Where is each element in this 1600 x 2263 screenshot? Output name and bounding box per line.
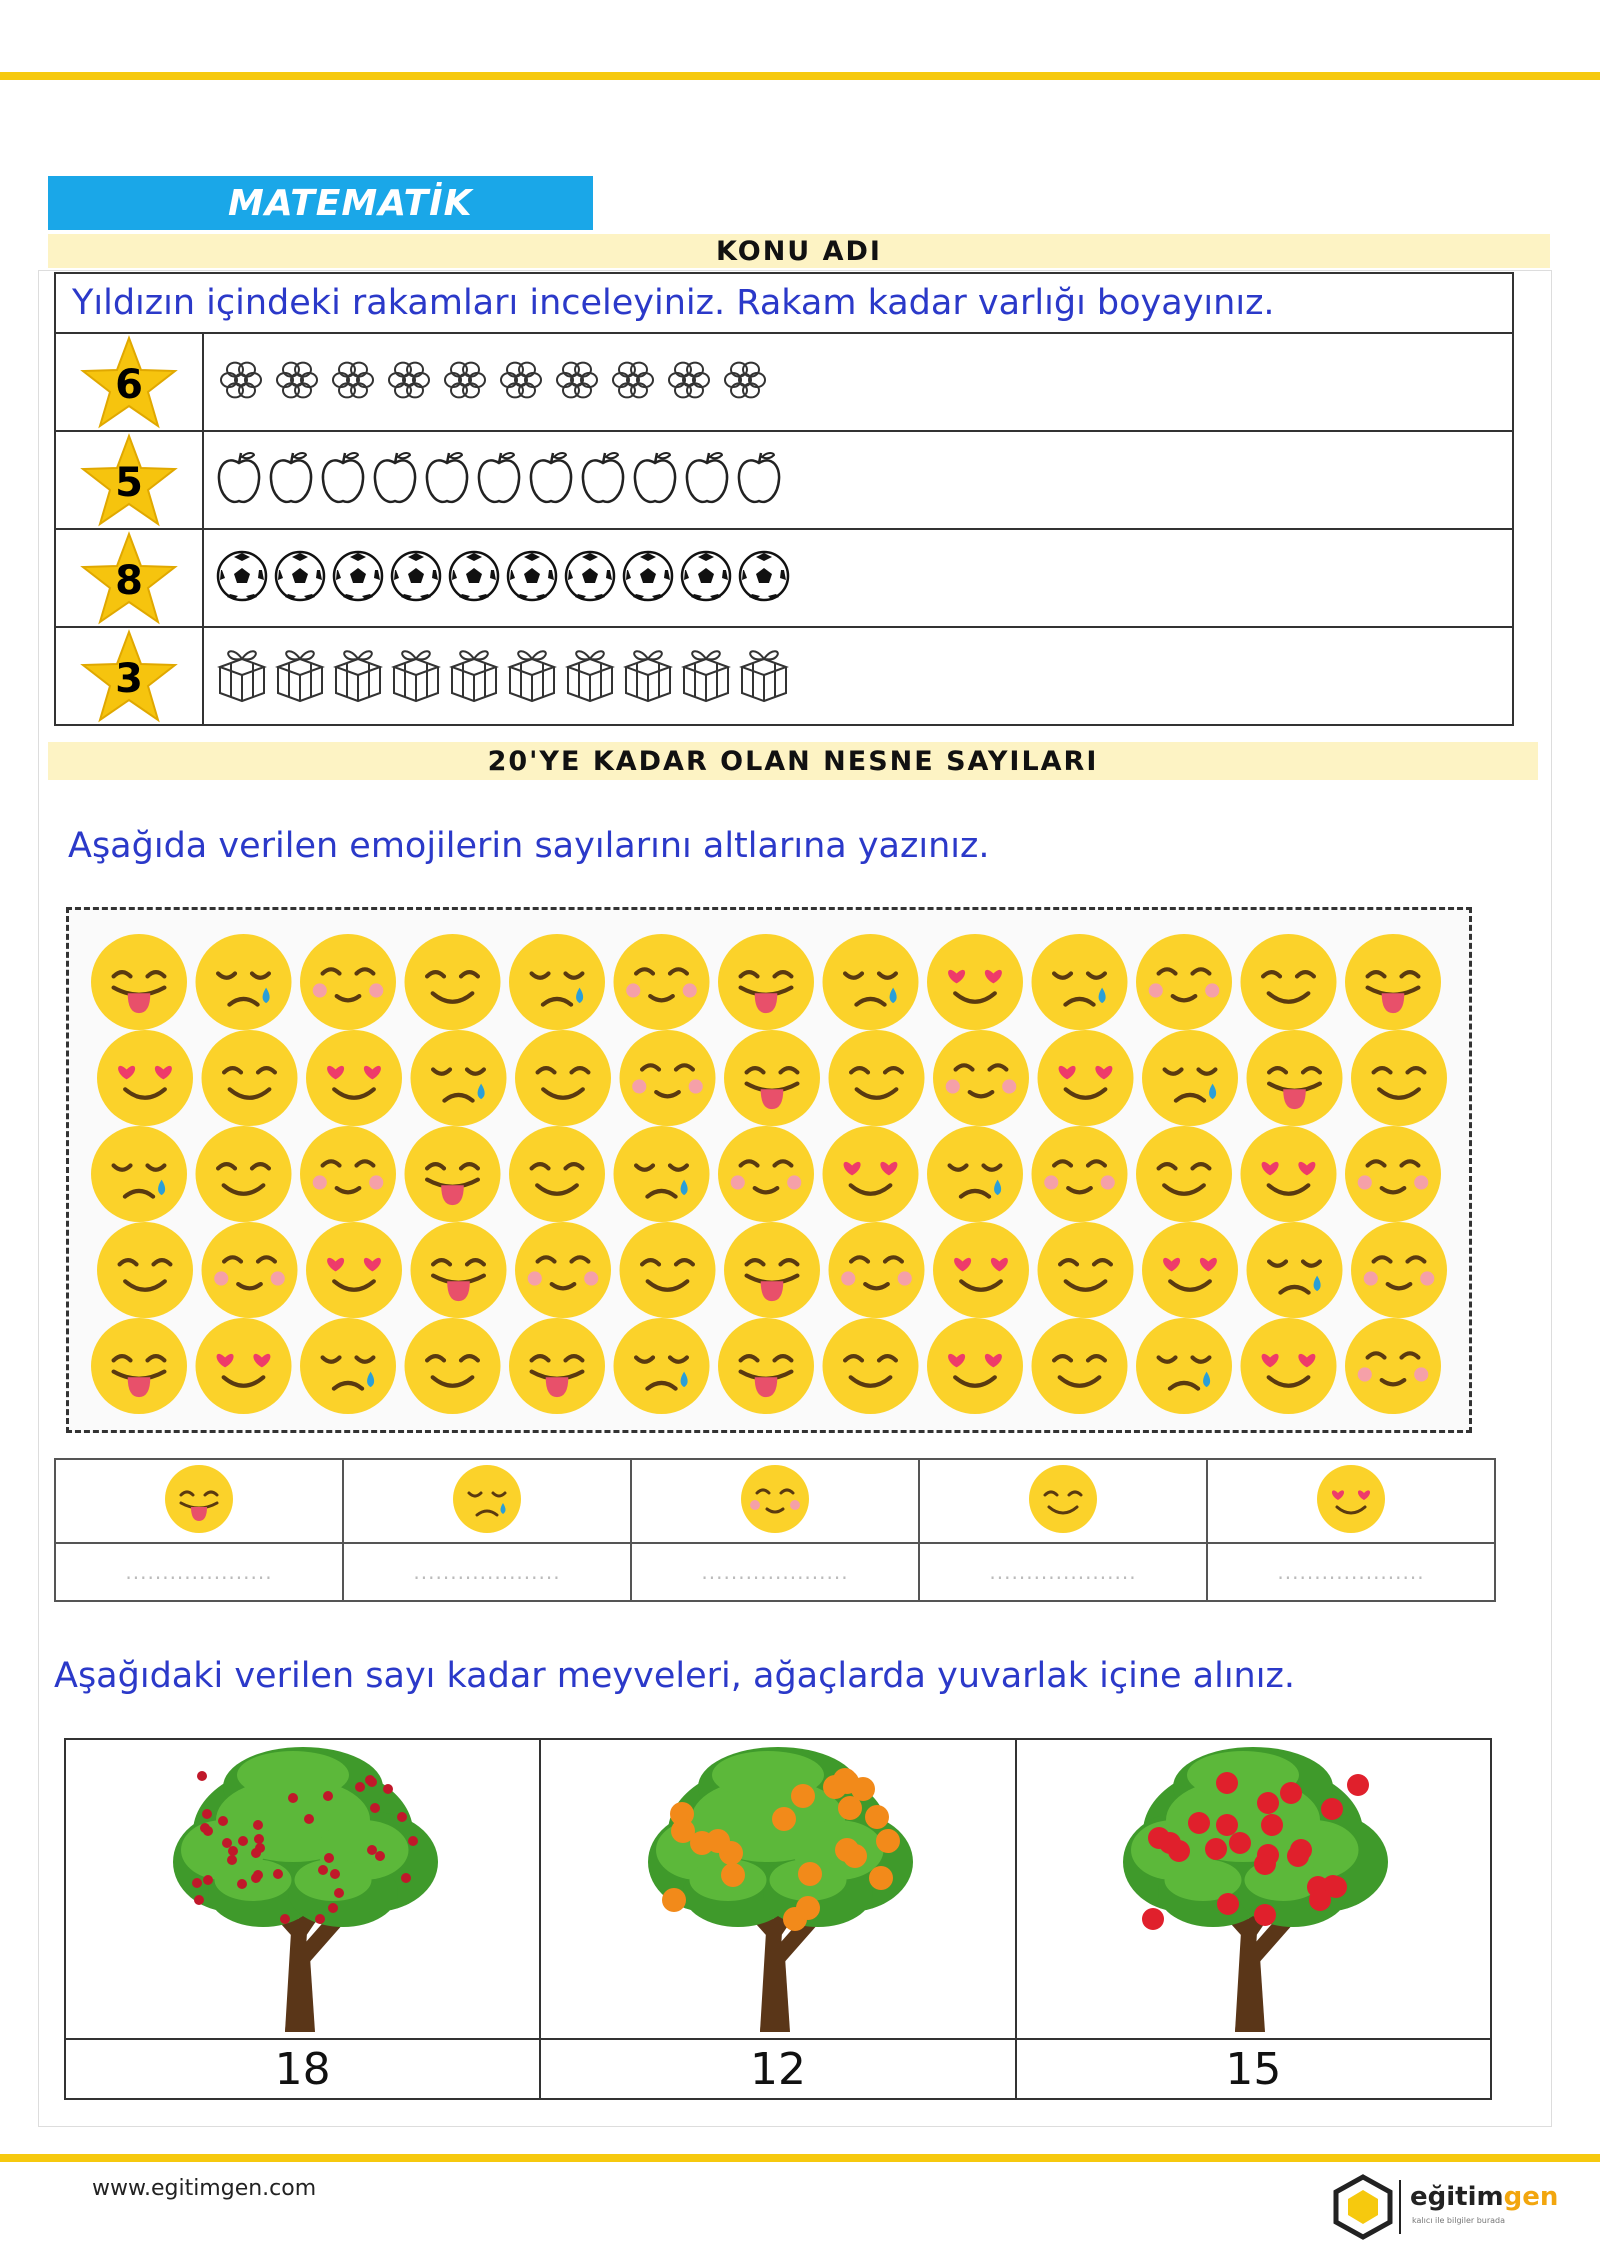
emoji-smile-icon[interactable] [620,1222,716,1318]
star-number: 5 [115,460,143,506]
emoji-tongue-icon[interactable] [91,1318,187,1414]
flower-icon[interactable] [440,355,490,409]
star-row [55,627,1513,725]
emoji-blush-icon[interactable] [1032,1126,1128,1222]
section-band-2: 20'YE KADAR OLAN NESNE SAYILARI [48,742,1538,780]
emoji-blush-icon[interactable] [933,1030,1029,1126]
emoji-blush-icon[interactable] [829,1222,925,1318]
emoji-tongue-icon[interactable] [405,1126,501,1222]
emoji-blush-icon[interactable] [300,934,396,1030]
legend-emoji-love-icon [1311,1464,1391,1534]
emoji-cry-icon[interactable] [927,1126,1023,1222]
soccer-ball-icon[interactable] [448,550,500,606]
emoji-love-icon[interactable] [927,1318,1023,1414]
soccer-ball-icon[interactable] [332,550,384,606]
emoji-love-icon[interactable] [97,1030,193,1126]
emoji-blush-icon[interactable] [718,1126,814,1222]
star-icon [77,432,181,528]
emoji-cry-icon[interactable] [614,1318,710,1414]
soccer-ball-icon[interactable] [680,550,732,606]
emoji-cry-icon[interactable] [614,1126,710,1222]
emoji-blush-icon[interactable] [1345,1318,1441,1414]
instruction-1: Yıldızın içindeki rakamları inceleyiniz. Rakam kadar varlığı boyayınız. [72,283,1275,323]
emoji-smile-icon[interactable] [196,1126,292,1222]
apple-icon[interactable] [424,449,470,511]
emoji-smile-icon[interactable] [97,1222,193,1318]
count-answer-blank[interactable]: .................... [631,1543,919,1601]
topic-band: KONU ADI [48,234,1550,268]
gift-box-icon[interactable] [622,645,674,707]
emoji-smile-icon[interactable] [1032,1318,1128,1414]
legend-emoji-tongue-icon [159,1464,239,1534]
emoji-cry-icon[interactable] [509,934,605,1030]
gift-box-icon[interactable] [506,645,558,707]
star-count-table [54,272,1514,726]
gift-box-icon[interactable] [274,645,326,707]
star-row [55,431,1513,529]
emoji-love-icon[interactable] [1241,1126,1337,1222]
emoji-tongue-icon[interactable] [1345,934,1441,1030]
emoji-tongue-icon[interactable] [91,934,187,1030]
orange-tree-image[interactable] [541,1742,1014,2036]
star-number: 8 [115,558,143,604]
emoji-smile-icon[interactable] [823,1318,919,1414]
emoji-love-icon[interactable] [1038,1030,1134,1126]
soccer-ball-icon[interactable] [506,550,558,606]
emoji-cry-icon[interactable] [1142,1030,1238,1126]
count-answer-blank[interactable]: .................... [1207,1543,1495,1601]
soccer-ball-icon[interactable] [216,550,268,606]
soccer-ball-icon[interactable] [738,550,790,606]
emoji-love-icon[interactable] [306,1222,402,1318]
gift-box-icon[interactable] [738,645,790,707]
emoji-smile-icon[interactable] [1038,1222,1134,1318]
flower-icon[interactable] [272,355,322,409]
emoji-count-table [54,1458,1496,1602]
emoji-blush-icon[interactable] [620,1030,716,1126]
apple-icon[interactable] [216,449,262,511]
footer-url[interactable]: www.egitimgen.com [92,2176,317,2201]
emoji-smile-icon[interactable] [1136,1126,1232,1222]
apple-icon[interactable] [320,449,366,511]
emoji-tongue-icon[interactable] [509,1318,605,1414]
apple-icon[interactable] [476,449,522,511]
emoji-love-icon[interactable] [927,934,1023,1030]
flower-icon[interactable] [664,355,714,409]
instruction-3: Aşağıdaki verilen sayı kadar meyveleri, ağaçlarda yuvarlak içine alınız. [54,1656,1295,1696]
legend-emoji-smile-icon [1023,1464,1103,1534]
emoji-tongue-icon[interactable] [411,1222,507,1318]
emoji-cry-icon[interactable] [196,934,292,1030]
gift-box-icon[interactable] [390,645,442,707]
emoji-grid [91,934,1451,1414]
emoji-cry-icon[interactable] [300,1318,396,1414]
emoji-smile-icon[interactable] [202,1030,298,1126]
emoji-love-icon[interactable] [933,1222,1029,1318]
emoji-cry-icon[interactable] [1136,1318,1232,1414]
emoji-grid-box [66,907,1472,1433]
emoji-love-icon[interactable] [196,1318,292,1414]
flower-icon[interactable] [720,355,770,409]
star-icon [77,334,181,430]
logo-tagline: kalıcı ile bilgiler burada [1412,2216,1506,2225]
emoji-blush-icon[interactable] [614,934,710,1030]
flower-icon[interactable] [496,355,546,409]
apple-tree-image[interactable] [1017,1742,1490,2036]
apple-icon[interactable] [528,449,574,511]
gift-box-icon[interactable] [216,645,268,707]
legend-emoji-cry-icon [447,1464,527,1534]
tree-number: 12 [540,2039,1015,2099]
emoji-cry-icon[interactable] [411,1030,507,1126]
tree-number: 18 [65,2039,540,2099]
gift-box-icon[interactable] [564,645,616,707]
apple-icon[interactable] [372,449,418,511]
top-accent-line [0,72,1600,80]
emoji-cry-icon[interactable] [823,934,919,1030]
emoji-cry-icon[interactable] [1032,934,1128,1030]
emoji-love-icon[interactable] [823,1126,919,1222]
flower-icon[interactable] [552,355,602,409]
emoji-cry-icon[interactable] [1247,1222,1343,1318]
emoji-smile-icon[interactable] [1351,1030,1447,1126]
star-number: 3 [115,656,143,702]
star-icon [77,628,181,724]
soccer-ball-icon[interactable] [564,550,616,606]
bottom-accent-line [0,2154,1600,2162]
star-row [55,333,1513,431]
emoji-smile-icon[interactable] [405,934,501,1030]
emoji-smile-icon[interactable] [829,1030,925,1126]
flower-icon[interactable] [216,355,266,409]
emoji-blush-icon[interactable] [1136,934,1232,1030]
fruit-tree-table [64,1738,1492,2100]
apple-icon[interactable] [632,449,678,511]
emoji-love-icon[interactable] [1241,1318,1337,1414]
flower-icon[interactable] [328,355,378,409]
count-answer-blank[interactable]: .................... [919,1543,1207,1601]
items-row [204,629,1512,724]
instruction-2: Aşağıda verilen emojilerin sayılarını altlarına yazınız. [68,826,990,866]
apple-icon[interactable] [736,449,782,511]
items-row [204,335,1512,430]
emoji-smile-icon[interactable] [405,1318,501,1414]
subject-title: MATEMATİK [48,176,593,230]
items-row [204,433,1512,528]
logo-text-accent: gen [1503,2182,1559,2212]
emoji-smile-icon[interactable] [1241,934,1337,1030]
star-number: 6 [115,362,143,408]
apple-icon[interactable] [684,449,730,511]
star-icon [77,530,181,626]
emoji-blush-icon[interactable] [202,1222,298,1318]
emoji-tongue-icon[interactable] [724,1030,820,1126]
emoji-tongue-icon[interactable] [718,1318,814,1414]
tree-number: 15 [1016,2039,1491,2099]
emoji-tongue-icon[interactable] [1247,1030,1343,1126]
soccer-ball-icon[interactable] [622,550,674,606]
count-answer-blank[interactable]: .................... [55,1543,343,1601]
emoji-blush-icon[interactable] [300,1126,396,1222]
emoji-tongue-icon[interactable] [718,934,814,1030]
apple-icon[interactable] [268,449,314,511]
items-row [204,531,1512,626]
flower-icon[interactable] [384,355,434,409]
soccer-ball-icon[interactable] [274,550,326,606]
cherry-tree-image[interactable] [66,1742,539,2036]
legend-emoji-blush-icon [735,1464,815,1534]
emoji-love-icon[interactable] [306,1030,402,1126]
emoji-blush-icon[interactable] [1345,1126,1441,1222]
gift-box-icon[interactable] [332,645,384,707]
emoji-cry-icon[interactable] [91,1126,187,1222]
soccer-ball-icon[interactable] [390,550,442,606]
brand-logo [1328,2172,1559,2246]
gift-box-icon[interactable] [680,645,732,707]
logo-text: eğitim [1410,2182,1504,2212]
apple-icon[interactable] [580,449,626,511]
emoji-smile-icon[interactable] [515,1030,611,1126]
count-answer-blank[interactable]: .................... [343,1543,631,1601]
emoji-blush-icon[interactable] [1351,1222,1447,1318]
emoji-blush-icon[interactable] [515,1222,611,1318]
flower-icon[interactable] [608,355,658,409]
emoji-tongue-icon[interactable] [724,1222,820,1318]
gift-box-icon[interactable] [448,645,500,707]
emoji-love-icon[interactable] [1142,1222,1238,1318]
emoji-smile-icon[interactable] [509,1126,605,1222]
star-row [55,529,1513,627]
